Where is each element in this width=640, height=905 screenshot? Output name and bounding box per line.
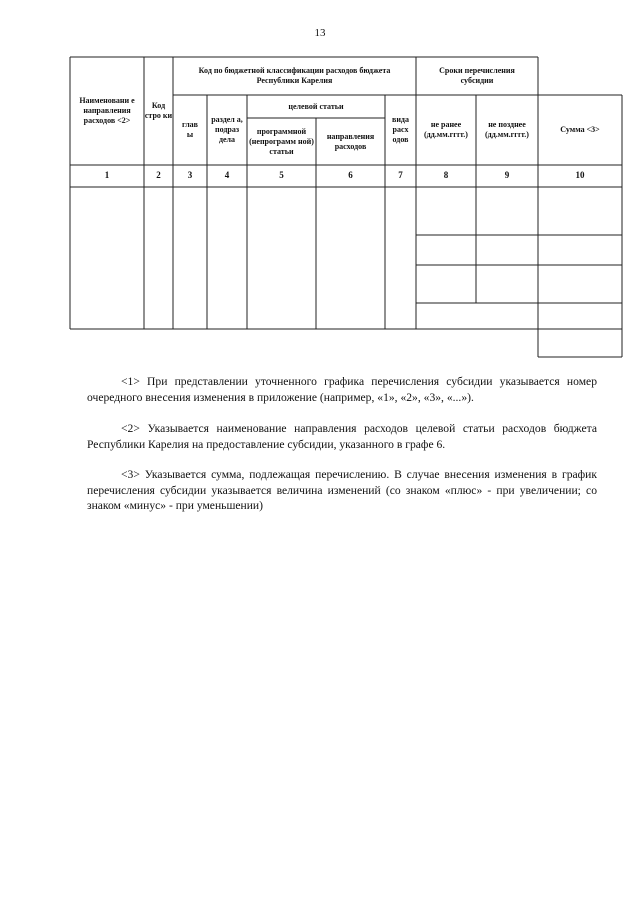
header-amount: Сумма <3>: [560, 125, 600, 134]
footnote-1-text: <1> При представлении уточненного графика перечисления субсидии указывается номер очередного внесения изменения в приложение (например, «1», «2», «3», «...»).: [87, 375, 597, 404]
header-chapter: глав ы: [181, 120, 199, 139]
footnote-3: [87, 467, 597, 514]
header-expense-type: вида расх одов: [392, 115, 409, 144]
header-row-code: Код стро ки: [144, 101, 173, 120]
footnote-2: [87, 421, 597, 452]
footnote-1: [87, 374, 597, 405]
column-number: 6: [348, 170, 353, 181]
column-number: 5: [279, 170, 284, 181]
column-number: 2: [156, 170, 161, 181]
column-number: 9: [504, 170, 510, 181]
column-number: 1: [104, 170, 110, 181]
footnote-2-text: <2> Указывается наименование направления расходов целевой статьи расходов бюджета Республики Карелия на предоставление субсидии, указанного в графе 6.: [87, 422, 597, 451]
header-budget-classification: Код по бюджетной классификации расходов бюджета Республики Карелия: [198, 66, 391, 85]
column-number: 4: [224, 170, 230, 181]
column-number: 3: [187, 170, 193, 181]
header-direction-name: Наименовани е направления расходов <2>: [79, 96, 135, 125]
header-program-article: программной (непрограмм ной) статьи: [249, 126, 314, 156]
header-not-later: не позднее (дд.мм.гггг.): [485, 120, 529, 139]
footnote-3-text: <3> Указывается сумма, подлежащая перечислению. В случае внесения изменения в график перечисления субсидии указывается величина изменений (со знаком «плюс» - при увеличении; со знаком «минус» - при уменьшении): [87, 468, 597, 512]
header-not-earlier: не ранее (дд.мм.гггг.): [424, 120, 468, 139]
header-expense-direction: направления расходов: [326, 131, 375, 151]
page-number: 13: [314, 27, 326, 39]
column-number: 10: [575, 170, 585, 181]
column-number: 7: [398, 170, 403, 181]
header-section: раздел а, подраз дела: [211, 115, 243, 144]
column-number: 8: [443, 170, 449, 181]
header-transfer-terms: Сроки перечисления субсидии: [439, 66, 515, 85]
header-target-article: целевой статьи: [288, 101, 344, 111]
